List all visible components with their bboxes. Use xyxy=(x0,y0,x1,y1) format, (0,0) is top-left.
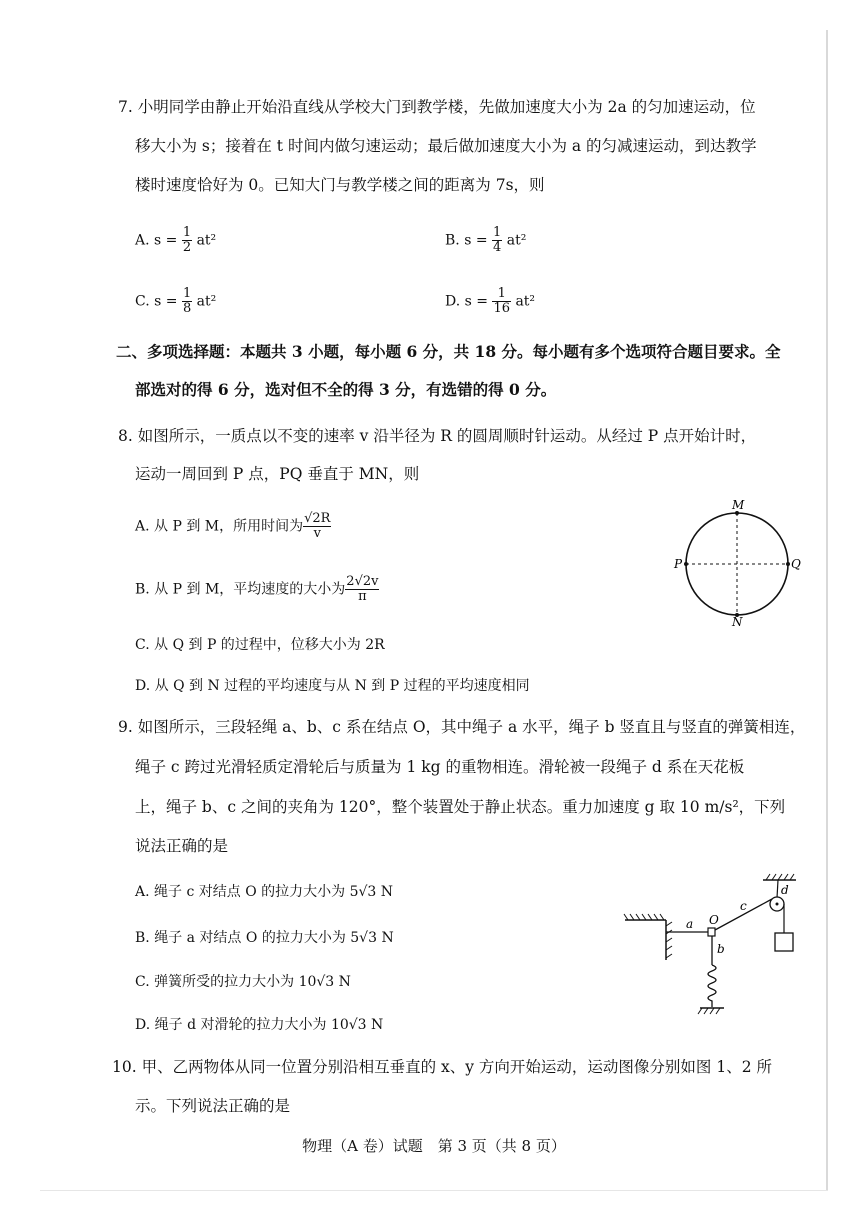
label-m: M xyxy=(732,498,745,512)
q7-option-d-num: 1 xyxy=(492,287,511,302)
q7-option-b-suffix: at² xyxy=(506,232,527,249)
q7-option-d xyxy=(445,287,535,316)
q9-option-b: B. 绳子 a 对结点 O 的拉力大小为 5√3 N xyxy=(135,930,394,946)
q8-option-a-prefix: A. 从 P 到 M，所用时间为 xyxy=(135,518,304,535)
q8-option-b-num: 2√2v xyxy=(346,574,379,589)
q7-option-d-den: 16 xyxy=(493,301,510,316)
q7-option-a-prefix: A. s = xyxy=(135,232,178,249)
q7-option-b-num: 1 xyxy=(493,225,502,240)
point-p xyxy=(684,562,688,566)
label-b: b xyxy=(717,942,725,956)
q7-option-d-fraction xyxy=(492,287,511,316)
q9-option-d: D. 绳子 d 对滑轮的拉力大小为 10√3 N xyxy=(135,1017,384,1033)
ceiling-hatch xyxy=(766,874,794,880)
q9-option-c: C. 弹簧所受的拉力大小为 10√3 N xyxy=(135,974,351,990)
q7-option-c-num: 1 xyxy=(182,286,192,301)
q8-option-d: D. 从 Q 到 N 过程的平均速度与从 N 到 P 过程的平均速度相同 xyxy=(135,678,530,694)
q7-option-b-fraction xyxy=(492,226,502,255)
q7-option-b xyxy=(445,226,526,255)
q7-option-d-prefix: D. s = xyxy=(445,293,488,310)
q8-option-b-den: π xyxy=(358,589,367,604)
q8-line-2: 运动一周回到 P 点，PQ 垂直于 MN，则 xyxy=(135,465,420,483)
q9-line-2: 绳子 c 跨过光滑轻质定滑轮后与质量为 1 kg 的重物相连。滑轮被一段绳子 d 系在天花板 xyxy=(135,758,745,776)
q9-option-a: A. 绳子 c 对结点 O 的拉力大小为 5√3 N xyxy=(135,884,394,900)
q7-option-c-den: 8 xyxy=(182,301,192,316)
q7-option-b-prefix: B. s = xyxy=(445,232,488,249)
q8-option-a-num: √2R xyxy=(304,511,331,526)
q7-option-a-den: 2 xyxy=(182,240,192,255)
q7-option-c-fraction xyxy=(182,287,192,316)
q9-line-3: 上，绳子 b、c 之间的夹角为 120°，整个装置处于静止状态。重力加速度 g 取 10 m/s²，下列 xyxy=(135,798,786,816)
q9-pulley-diagram xyxy=(620,870,800,1020)
q8-option-a xyxy=(135,512,331,541)
q7-option-b-den: 4 xyxy=(493,240,502,255)
label-q: Q xyxy=(791,557,801,571)
label-c: c xyxy=(740,899,747,913)
q8-option-c: C. 从 Q 到 P 的过程中，位移大小为 2R xyxy=(135,637,385,653)
weight-block xyxy=(775,933,793,951)
q7-option-d-suffix: at² xyxy=(515,293,536,310)
label-d: d xyxy=(781,883,789,897)
q10-line-2: 示。下列说法正确的是 xyxy=(135,1097,291,1115)
q9-line-4: 说法正确的是 xyxy=(135,837,229,855)
q7-option-a xyxy=(135,226,216,255)
q7-option-c-prefix: C. s = xyxy=(135,293,178,310)
scan-edge xyxy=(826,30,828,1190)
point-q xyxy=(786,562,790,566)
q8-option-b xyxy=(135,575,379,604)
spring xyxy=(708,965,716,1007)
scan-bottom-line xyxy=(40,1190,828,1191)
q8-option-b-fraction xyxy=(345,575,379,604)
floor-hatch xyxy=(698,1008,720,1014)
q7-line-1: 7. 小明同学由静止开始沿直线从学校大门到教学楼，先做加速度大小为 2a 的匀加速运动，位 xyxy=(118,98,756,116)
q7-option-c-suffix: at² xyxy=(196,293,217,310)
label-p: P xyxy=(674,557,683,571)
label-o: O xyxy=(709,913,719,927)
q7-option-c xyxy=(135,287,216,316)
rope-d xyxy=(777,880,778,898)
knot-o xyxy=(708,928,715,936)
q10-line-1: 10. 甲、乙两物体从同一位置分别沿相互垂直的 x、y 方向开始运动，运动图像分别如图 1、2 所 xyxy=(112,1058,773,1076)
q9-line-1: 9. 如图所示，三段轻绳 a、b、c 系在结点 O，其中绳子 a 水平，绳子 b 竖直且与竖直的弹簧相连， xyxy=(118,718,806,736)
q7-line-2: 移大小为 s；接着在 t 时间内做匀速运动；最后做加速度大小为 a 的匀减速运动，到达教学 xyxy=(135,137,757,155)
q7-option-a-num: 1 xyxy=(182,225,192,240)
section2-line-2: 部选对的得 6 分，选对但不全的得 3 分，有选错的得 0 分。 xyxy=(135,380,557,399)
pulley-axle xyxy=(776,903,779,906)
q8-option-b-prefix: B. 从 P 到 M，平均速度的大小为 xyxy=(135,581,346,598)
q7-line-3: 楼时速度恰好为 0。已知大门与教学楼之间的距离为 7s，则 xyxy=(135,176,545,194)
label-a: a xyxy=(686,917,694,931)
q8-option-a-fraction xyxy=(303,512,331,541)
label-n: N xyxy=(732,615,743,628)
q8-option-a-den: v xyxy=(313,526,321,541)
page-footer: 物理（A 卷）试题 第 3 页（共 8 页） xyxy=(302,1137,566,1155)
q7-option-a-fraction xyxy=(182,226,192,255)
q8-circle-diagram xyxy=(670,498,805,628)
q8-line-1: 8. 如图所示，一质点以不变的速率 v 沿半径为 R 的圆周顺时针运动。从经过 P 点开始计时， xyxy=(118,427,757,445)
q7-option-a-suffix: at² xyxy=(196,232,217,249)
section2-line-1: 二、多项选择题：本题共 3 小题，每小题 6 分，共 18 分。每小题有多个选项符合题目要求。全 xyxy=(116,342,781,361)
